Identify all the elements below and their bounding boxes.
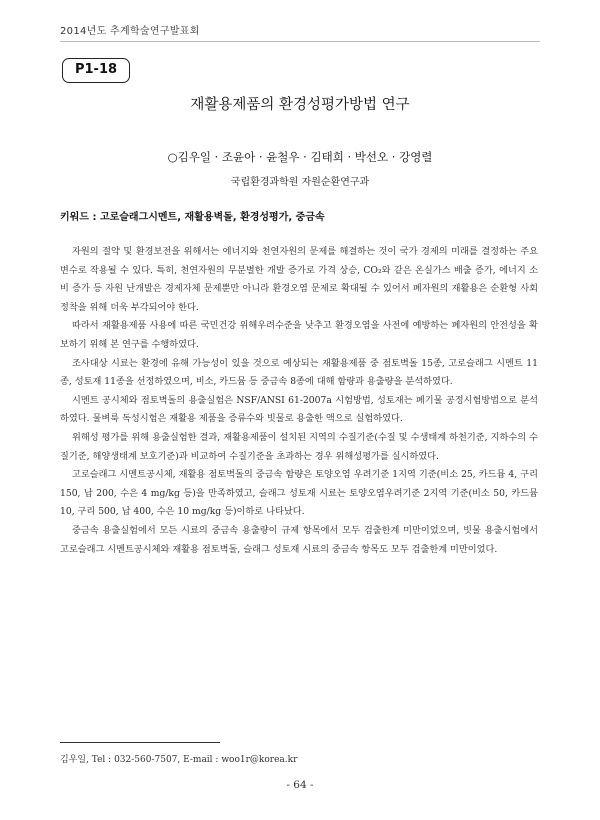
paragraph: 조사대상 시료는 환경에 유해 가능성이 있을 것으로 예상되는 재활용제품 중 점토벽돌 15종, 고로슬래그 시멘트 11종, 성토재 11종을 선정하였으며, 비소, 카드뮴 등 중금속 8종에 대해 함량과 용출량을 분석하였다. xyxy=(60,357,538,388)
paragraph: 고로슬래그 시멘트공시체, 재활용 점토벽돌의 중금속 함량은 토양오염 우려기준 1지역 기준(비소 25, 카드뮴 4, 구리 150, 납 200, 수은 4 mg/kg 등)을 만족하였고, 슬래그 성토재 시료는 토양오염우려기준 2지역 기준(비소 50, 카드뮴 10, 구리 500, 납 400, 수은 10 mg/kg 등)이하로 나타났다. xyxy=(60,469,538,518)
conference-header: 2014년도 추계학술연구발표회 xyxy=(60,26,200,37)
footnote-divider xyxy=(60,742,220,743)
paper-id-badge: P1-18 xyxy=(62,58,130,83)
author-list: ○김우일 · 조윤아 · 윤철우 · 김태희 · 박선오 · 강영렬 xyxy=(167,150,433,164)
paragraph: 자원의 절약 및 환경보전을 위해서는 에너지와 천연자원의 문제를 해결하는 것이 국가 경제의 미래를 결정하는 주요변수로 작용될 수 있다. 특히, 천연자원의 무분별한 개발 증가로 가격 상승, CO₂와 같은 온실가스 배출 증가, 에너지 소비 증가 등 자원 난개발은 경제자체 문제뿐만 아니라 환경오염 문제로 확대될 수 있어서 폐자원의 재활용은 순환형 사회 정착을 위해 더욱 부각되어야 한다. xyxy=(60,246,538,313)
paper-title: 재활용제품의 환경성평가방법 연구 xyxy=(190,97,410,113)
page-number: - 64 - xyxy=(286,779,314,791)
affiliation: 국립환경과학원 자원순환연구과 xyxy=(230,177,370,188)
paragraph: 시멘트 공시체와 점토벽돌의 용출실험은 NSF/ANSI 61-2007a 시험방법, 성토재는 폐기물 공정시험방법으로 분석하였다. 물벼룩 독성시험은 재활용 제품을 증류수와 빗물로 용출한 액으로 실험하였다. xyxy=(60,394,538,425)
keywords: 키워드 : 고로슬래그시멘트, 재활용벽돌, 환경성평가, 중금속 xyxy=(60,212,325,223)
paragraph: 위해성 평가를 위해 용출실험한 결과, 재활용제품이 설치된 지역의 수질기준(수질 및 수생태계 하천기준, 지하수의 수질기준, 해양생태계 보호기준)과 비교하여 수질기준을 초과하는 경우 위해성평가를 실시하였다. xyxy=(60,431,538,462)
paragraph: 따라서 재활용제품 사용에 따른 국민건강 위해우려수준을 낮추고 환경오염을 사전에 예방하는 폐자원의 안전성을 확보하기 위해 본 연구를 수행하였다. xyxy=(60,320,538,350)
paragraph: 중금속 용출실험에서 모든 시료의 중금속 용출량이 규제 항목에서 모두 검출한계 미만이었으며, 빗물 용출시험에서 고로슬래그 시멘트공시체와 재활용 점토벽돌, 슬래그 성토재 시료의 중금속 항목도 모두 검출한계 미만이었다. xyxy=(60,524,538,555)
contact-footnote: 김우일, Tel : 032-560-7507, E-mail : woo1r@korea.kr xyxy=(60,755,298,765)
header-divider xyxy=(60,41,540,42)
abstract-body xyxy=(60,243,538,559)
